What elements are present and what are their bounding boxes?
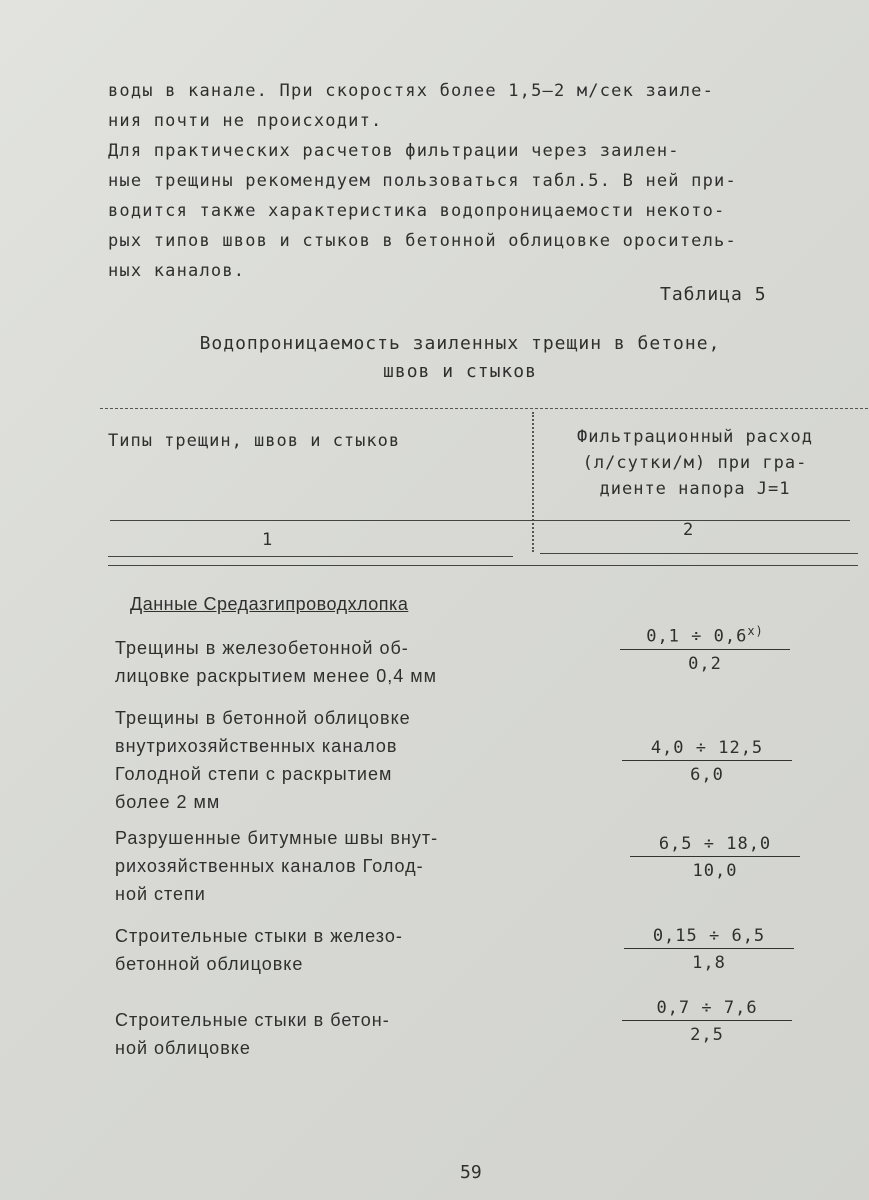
header-rule (110, 520, 850, 521)
footnote-mark: x) (747, 624, 764, 638)
range-text: 0,1 ÷ 0,6 (646, 626, 748, 647)
fraction-mean: 0,2 (688, 653, 722, 674)
number-rule-left (108, 556, 513, 557)
table-top-rule (100, 408, 868, 409)
row-value-fraction (620, 624, 790, 674)
row-value-fraction (622, 998, 792, 1045)
intro-paragraph-1: воды в канале. При скоростях более 1,5–2 м/сек заиле- ния почти не происходит. (108, 81, 715, 131)
table-label: Таблица 5 (660, 284, 767, 305)
fraction-range: 4,0 ÷ 12,5 (622, 738, 792, 761)
row-description: Разрушенные битумные швы внут- рихозяйственных каналов Голод- ной степи (115, 828, 439, 904)
row-value-fraction (630, 834, 800, 881)
fraction-range (620, 624, 790, 650)
row-value-fraction (624, 926, 794, 973)
row-value-fraction (622, 738, 792, 785)
fraction-mean: 10,0 (692, 861, 738, 881)
row-description: Трещины в железобетонной об- лицовке раскрытием менее 0,4 мм (115, 638, 437, 686)
column-number-1: 1 (262, 530, 273, 550)
number-rule-right (540, 553, 858, 554)
header-bottom-rule (108, 565, 858, 566)
fraction-mean: 6,0 (690, 765, 724, 785)
column-header-flow: Фильтрационный расход (л/сутки/м) при гра- диенте напора J=1 (577, 427, 813, 499)
section-heading: Данные Средазгипроводхлопка (130, 594, 409, 614)
fraction-range: 6,5 ÷ 18,0 (630, 834, 800, 857)
intro-paragraph-2: Для практических расчетов фильтрации через заилен- ные трещины рекомендуем пользоваться табл.5. В ней при- водится также характеристика водопроницаемости некото- рых типов швов и стыков в бетонной облицовке ороситель- ных каналов. (108, 141, 737, 281)
page-number: 59 (460, 1162, 482, 1183)
fraction-range: 0,7 ÷ 7,6 (622, 998, 792, 1021)
column-header-types: Типы трещин, швов и стыков (108, 431, 401, 451)
row-description: Строительные стыки в бетон- ной облицовке (115, 1010, 390, 1058)
table-title: Водопроницаемость заиленных трещин в бетоне, швов и стыков (199, 333, 721, 382)
fraction-mean: 1,8 (692, 953, 726, 973)
fraction-range: 0,15 ÷ 6,5 (624, 926, 794, 949)
row-description: Строительные стыки в железо- бетонной облицовке (115, 926, 403, 974)
column-separator (532, 412, 534, 552)
column-number-2: 2 (683, 520, 694, 540)
fraction-mean: 2,5 (690, 1025, 724, 1045)
row-description: Трещины в бетонной облицовке внутрихозяйственных каналов Голодной степи с раскрытием более 2 мм (115, 708, 411, 812)
